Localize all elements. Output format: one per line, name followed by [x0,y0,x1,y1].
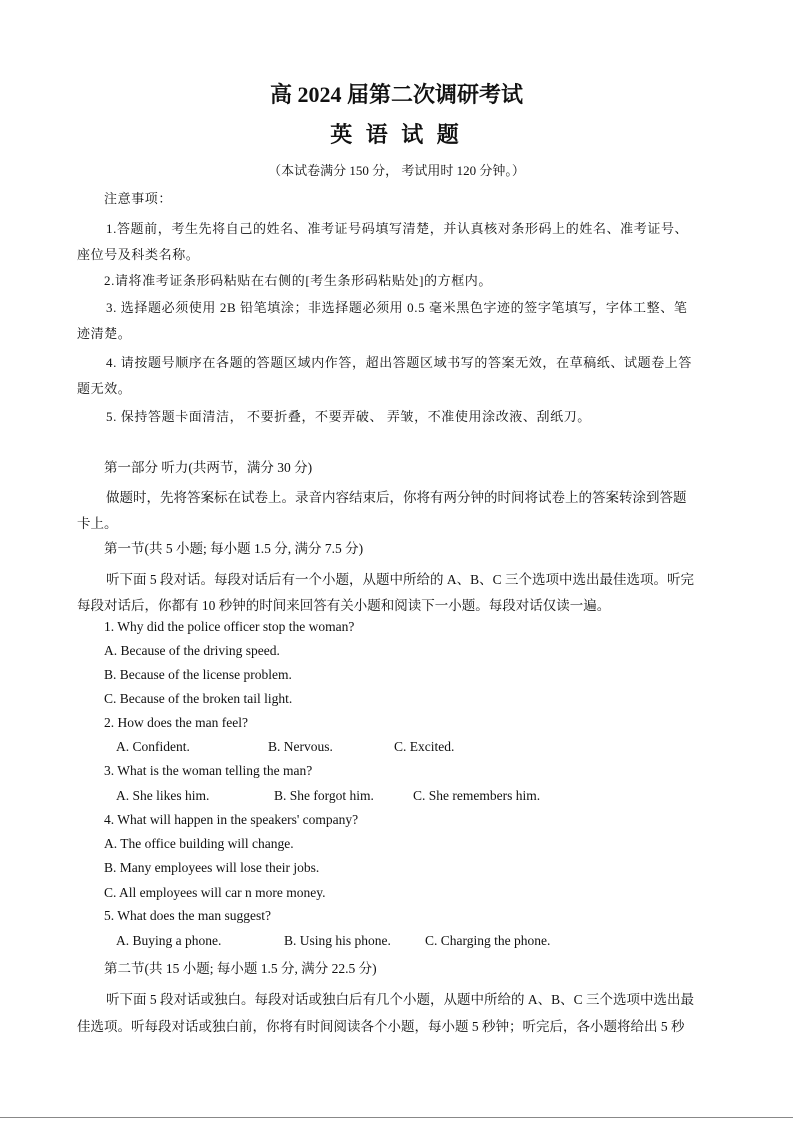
section2-heading: 第二节(共 15 小题; 每小题 1.5 分, 满分 22.5 分) [104,961,377,976]
section1-heading: 第一节(共 5 小题; 每小题 1.5 分, 满分 7.5 分) [104,541,364,556]
score-info: （本试卷满分 150 分， 考试用时 120 分钟。） [268,163,525,178]
q3-stem: 3. What is the woman telling the man? [104,763,313,778]
q1-stem: 1. Why did the police officer stop the woman? [104,619,355,634]
section2-intro-line-1: 听下面 5 段对话或独白。每段对话或独白后有几个小题，从题中所给的 A、B、C 三个选项中选出最 [106,992,695,1007]
section2-intro-line-2: 佳选项。听每段对话或独白前，你将有时间阅读各个小题，每小题 5 秒钟；听完后，各小题将给出 5 秒 [77,1019,685,1034]
note-4-line-1: 4. 请按题号顺序在各题的答题区域内作答，超出答题区域书写的答案无效，在草稿纸、试题卷上答 [106,355,693,370]
q4-option-b: B. Many employees will lose their jobs. [104,860,320,875]
q5-option-b: B. Using his phone. [284,933,391,948]
part1-intro-line-1: 做题时，先将答案标在试卷上。录音内容结束后，你将有两分钟的时间将试卷上的答案转涂到答题 [106,490,687,505]
q2-stem: 2. How does the man feel? [104,715,248,730]
note-5: 5. 保持答题卡面清洁， 不要折叠，不要弄破、 弄皱，不准使用涂改液、刮纸刀。 [106,409,591,424]
q4-option-c: C. All employees will car n more money. [104,885,326,900]
q5-option-c: C. Charging the phone. [425,933,551,948]
q4-option-a: A. The office building will change. [104,836,294,851]
section1-intro-line-2: 每段对话后，你都有 10 秒钟的时间来回答有关小题和阅读下一小题。每段对话仅读一遍。 [77,598,611,613]
q5-stem: 5. What does the man suggest? [104,908,271,923]
note-3-line-2: 迹清楚。 [77,326,132,341]
subject-title: 英 语 试 题 [330,122,463,147]
note-4-line-2: 题无效。 [77,381,132,396]
note-1-line-1: 1.答题前，考生先将自己的姓名、准考证号码填写清楚，并认真核对条形码上的姓名、准考证号、 [106,221,689,236]
q4-stem: 4. What will happen in the speakers' company? [104,812,359,827]
q2-option-c: C. Excited. [394,739,455,754]
part1-heading: 第一部分 听力(共两节，满分 30 分) [104,460,313,475]
q1-option-b: B. Because of the license problem. [104,667,292,682]
q1-option-c: C. Because of the broken tail light. [104,691,293,706]
q3-option-a: A. She likes him. [116,788,210,803]
part1-intro-line-2: 卡上。 [77,516,118,531]
note-3-line-1: 3. 选择题必须使用 2B 铅笔填涂；非选择题必须用 0.5 毫米黑色字迹的签字笔填写，字体工整、笔 [106,300,688,315]
note-1-line-2: 座位号及科类名称。 [77,247,200,262]
section1-intro-line-1: 听下面 5 段对话。每段对话后有一个小题，从题中所给的 A、B、C 三个选项中选出最佳选项。听完 [106,572,695,587]
q2-option-b: B. Nervous. [268,739,333,754]
q1-option-a: A. Because of the driving speed. [104,643,280,658]
exam-title: 高 2024 届第二次调研考试 [269,82,523,107]
q3-option-b: B. She forgot him. [274,788,374,803]
notes-heading: 注意事项： [104,191,173,206]
q2-option-a: A. Confident. [116,739,190,754]
q5-option-a: A. Buying a phone. [116,933,222,948]
note-2: 2.请将准考证条形码粘贴在右侧的[考生条形码粘贴处]的方框内。 [104,273,493,288]
q3-option-c: C. She remembers him. [413,788,541,803]
page-bottom-divider [0,1117,793,1118]
